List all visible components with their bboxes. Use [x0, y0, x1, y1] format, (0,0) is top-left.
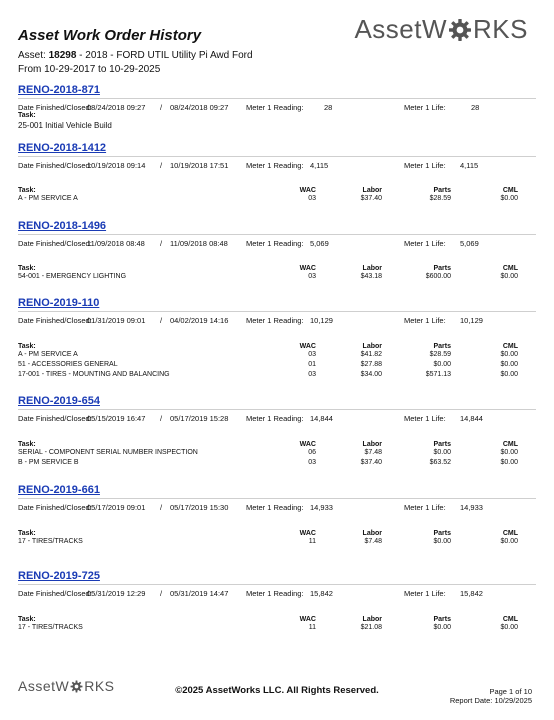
date-label: Date Finished/Closed: [18, 414, 92, 423]
date-label: Date Finished/Closed: [18, 589, 92, 598]
labor-header: Labor [362, 530, 382, 537]
task-labor: $34.00 [360, 371, 382, 378]
meter-reading-value: 14,933 [310, 503, 333, 512]
meter-life-label: Meter 1 Life: [404, 503, 446, 512]
task-header: Task: [18, 530, 36, 537]
divider [18, 311, 536, 312]
date-label: Date Finished/Closed: [18, 103, 92, 112]
parts-header: Parts [433, 343, 451, 350]
wac-header: WAC [299, 441, 316, 448]
task-name: B - PM SERVICE B [18, 459, 79, 466]
date-separator: / [160, 103, 163, 112]
task-wac: 11 [308, 624, 316, 631]
cml-header: CML [502, 616, 518, 623]
divider [18, 98, 536, 99]
task-name: A - PM SERVICE A [18, 351, 78, 358]
work-order-link[interactable]: RENO-2018-871 [18, 84, 100, 96]
parts-header: Parts [433, 187, 451, 194]
task-header: Task: [18, 265, 36, 272]
task-wac: 01 [308, 361, 316, 368]
date-label: Date Finished/Closed: [18, 503, 92, 512]
meter-reading-label: Meter 1 Reading: [246, 503, 304, 512]
divider [18, 409, 536, 410]
task-wac: 03 [308, 273, 316, 280]
divider [18, 156, 536, 157]
task-parts: $0.00 [433, 361, 451, 368]
meter-reading-label: Meter 1 Reading: [246, 414, 304, 423]
labor-header: Labor [362, 343, 382, 350]
cml-header: CML [502, 187, 518, 194]
task-cml: $0.00 [500, 195, 518, 202]
meter-reading-value: 15,842 [310, 589, 333, 598]
task-labor: $43.18 [360, 273, 382, 280]
task-name: 17 - TIRES/TRACKS [18, 624, 83, 631]
logo-text-w: W [55, 678, 70, 694]
meter-reading-label: Meter 1 Reading: [246, 161, 304, 170]
page-number: Page 1 of 10 [489, 687, 532, 696]
task-header: Task: [18, 441, 36, 448]
meter-reading-label: Meter 1 Reading: [246, 589, 304, 598]
cml-header: CML [502, 343, 518, 350]
logo-text-post: RKS [84, 678, 115, 694]
meter-reading-value: 28 [324, 103, 333, 112]
report-date: Report Date: 10/29/2025 [449, 696, 532, 705]
assetworks-logo [354, 14, 528, 45]
task-parts: $0.00 [433, 449, 451, 456]
task-wac: 03 [308, 459, 316, 466]
meter-life-label: Meter 1 Life: [404, 589, 446, 598]
date-separator: / [160, 161, 163, 170]
asset-description: - 2018 - FORD UTIL Utility Pi Awd Ford [79, 50, 253, 61]
task-parts: $28.59 [429, 351, 451, 358]
page-title: Asset Work Order History [18, 27, 202, 44]
date-separator: / [160, 503, 163, 512]
task-cml: $0.00 [500, 538, 518, 545]
date-closed: 05/17/2019 15:28 [170, 414, 229, 423]
task-wac: 03 [308, 371, 316, 378]
task-parts: $571.13 [425, 371, 451, 378]
wac-header: WAC [299, 265, 316, 272]
meter-reading-label: Meter 1 Reading: [246, 239, 304, 248]
logo-text-pre: Asset [18, 678, 56, 694]
task-labor: $7.48 [364, 538, 382, 545]
meter-life-value: 14,933 [460, 503, 483, 512]
parts-header: Parts [433, 265, 451, 272]
task-labor: $41.82 [360, 351, 382, 358]
task-cml: $0.00 [500, 449, 518, 456]
work-order-link[interactable]: RENO-2018-1412 [18, 142, 107, 154]
task-cml: $0.00 [500, 273, 518, 280]
date-finished: 05/15/2019 16:47 [87, 414, 146, 423]
task-parts: $0.00 [433, 624, 451, 631]
labor-header: Labor [362, 265, 382, 272]
task-header: Task: [18, 112, 36, 119]
task-parts: $63.52 [429, 459, 451, 466]
date-closed: 04/02/2019 14:16 [170, 316, 229, 325]
labor-header: Labor [362, 616, 382, 623]
task-parts: $28.59 [429, 195, 451, 202]
task-header: Task: [18, 616, 36, 623]
meter-life-value: 10,129 [460, 316, 483, 325]
task-cml: $0.00 [500, 351, 518, 358]
logo-text-pre: Asset [354, 14, 422, 44]
task-labor: $37.40 [360, 459, 382, 466]
work-order-link[interactable]: RENO-2019-110 [18, 297, 100, 309]
task-cml: $0.00 [500, 371, 518, 378]
task-wac: 03 [308, 195, 316, 202]
date-label: Date Finished/Closed: [18, 239, 92, 248]
date-closed: 08/24/2018 09:27 [170, 103, 229, 112]
wac-header: WAC [299, 530, 316, 537]
labor-header: Labor [362, 187, 382, 194]
meter-reading-label: Meter 1 Reading: [246, 103, 304, 112]
meter-life-label: Meter 1 Life: [404, 239, 446, 248]
meter-life-value: 15,842 [460, 589, 483, 598]
task-parts: $0.00 [433, 538, 451, 545]
task-name: 17 - TIRES/TRACKS [18, 538, 83, 545]
cml-header: CML [502, 441, 518, 448]
parts-header: Parts [433, 616, 451, 623]
task-cml: $0.00 [500, 624, 518, 631]
task-header: Task: [18, 343, 36, 350]
date-separator: / [160, 589, 163, 598]
meter-reading-value: 4,115 [310, 161, 329, 170]
wac-header: WAC [299, 343, 316, 350]
divider [18, 234, 536, 235]
work-order-link[interactable]: RENO-2019-725 [18, 570, 100, 582]
date-closed: 11/09/2018 08:48 [170, 239, 228, 248]
labor-header: Labor [362, 441, 382, 448]
task-labor: $37.40 [360, 195, 382, 202]
date-label: Date Finished/Closed: [18, 316, 92, 325]
task-cml: $0.00 [500, 361, 518, 368]
work-order-link[interactable]: RENO-2018-1496 [18, 220, 107, 232]
page-info [450, 687, 532, 705]
meter-life-label: Meter 1 Life: [404, 103, 446, 112]
copyright: ©2025 AssetWorks LLC. All Rights Reserved. [175, 685, 379, 696]
logo-text-w: W [421, 14, 448, 44]
wac-header: WAC [299, 187, 316, 194]
date-label: Date Finished/Closed: [18, 161, 92, 170]
wac-header: WAC [299, 616, 316, 623]
asset-line [18, 50, 253, 61]
date-finished: 01/31/2019 09:01 [87, 316, 146, 325]
date-closed: 05/31/2019 14:47 [170, 589, 229, 598]
task-wac: 06 [308, 449, 316, 456]
date-range: From 10-29-2017 to 10-29-2025 [18, 64, 161, 75]
date-closed: 05/17/2019 15:30 [170, 503, 229, 512]
asset-label: Asset: [18, 50, 46, 61]
meter-life-value: 14,844 [460, 414, 483, 423]
meter-life-label: Meter 1 Life: [404, 161, 446, 170]
parts-header: Parts [433, 441, 451, 448]
date-closed: 10/19/2018 17:51 [170, 161, 229, 170]
task-name: A - PM SERVICE A [18, 195, 78, 202]
parts-header: Parts [433, 530, 451, 537]
date-finished: 05/31/2019 12:29 [87, 589, 146, 598]
meter-life-label: Meter 1 Life: [404, 414, 446, 423]
date-finished: 08/24/2018 09:27 [87, 103, 146, 112]
task-header: Task: [18, 187, 36, 194]
meter-life-label: Meter 1 Life: [404, 316, 446, 325]
work-order-link[interactable]: RENO-2019-654 [18, 395, 100, 407]
task-wac: 03 [308, 351, 316, 358]
divider [18, 498, 536, 499]
task-wac: 11 [308, 538, 316, 545]
date-separator: / [160, 316, 163, 325]
task-name: SERIAL - COMPONENT SERIAL NUMBER INSPECTION [18, 449, 198, 456]
meter-reading-value: 14,844 [310, 414, 333, 423]
task-name: 54-001 - EMERGENCY LIGHTING [18, 273, 127, 280]
meter-reading-label: Meter 1 Reading: [246, 316, 304, 325]
meter-life-value: 4,115 [460, 161, 479, 170]
meter-life-value: 28 [471, 103, 480, 112]
meter-life-value: 5,069 [460, 239, 479, 248]
cml-header: CML [502, 530, 518, 537]
task-cml: $0.00 [500, 459, 518, 466]
meter-reading-value: 10,129 [310, 316, 333, 325]
task-name: 25-001 Initial Vehicle Build [18, 121, 112, 130]
meter-reading-value: 5,069 [310, 239, 329, 248]
gear-icon [448, 18, 472, 42]
date-finished: 05/17/2019 09:01 [87, 503, 146, 512]
date-separator: / [160, 414, 163, 423]
asset-number: 18298 [48, 50, 77, 61]
task-labor: $7.48 [364, 449, 382, 456]
date-finished: 10/19/2018 09:14 [87, 161, 146, 170]
divider [18, 584, 536, 585]
date-separator: / [160, 239, 163, 248]
logo-text-post: RKS [473, 14, 528, 44]
date-finished: 11/09/2018 08:48 [87, 239, 145, 248]
task-name: 17-001 - TIRES - MOUNTING AND BALANCING [18, 371, 170, 378]
task-name: 51 - ACCESSORIES GENERAL [18, 361, 118, 368]
work-order-link[interactable]: RENO-2019-661 [18, 484, 100, 496]
task-parts: $600.00 [425, 273, 451, 280]
task-labor: $21.08 [360, 624, 382, 631]
cml-header: CML [502, 265, 518, 272]
task-labor: $27.88 [360, 361, 382, 368]
